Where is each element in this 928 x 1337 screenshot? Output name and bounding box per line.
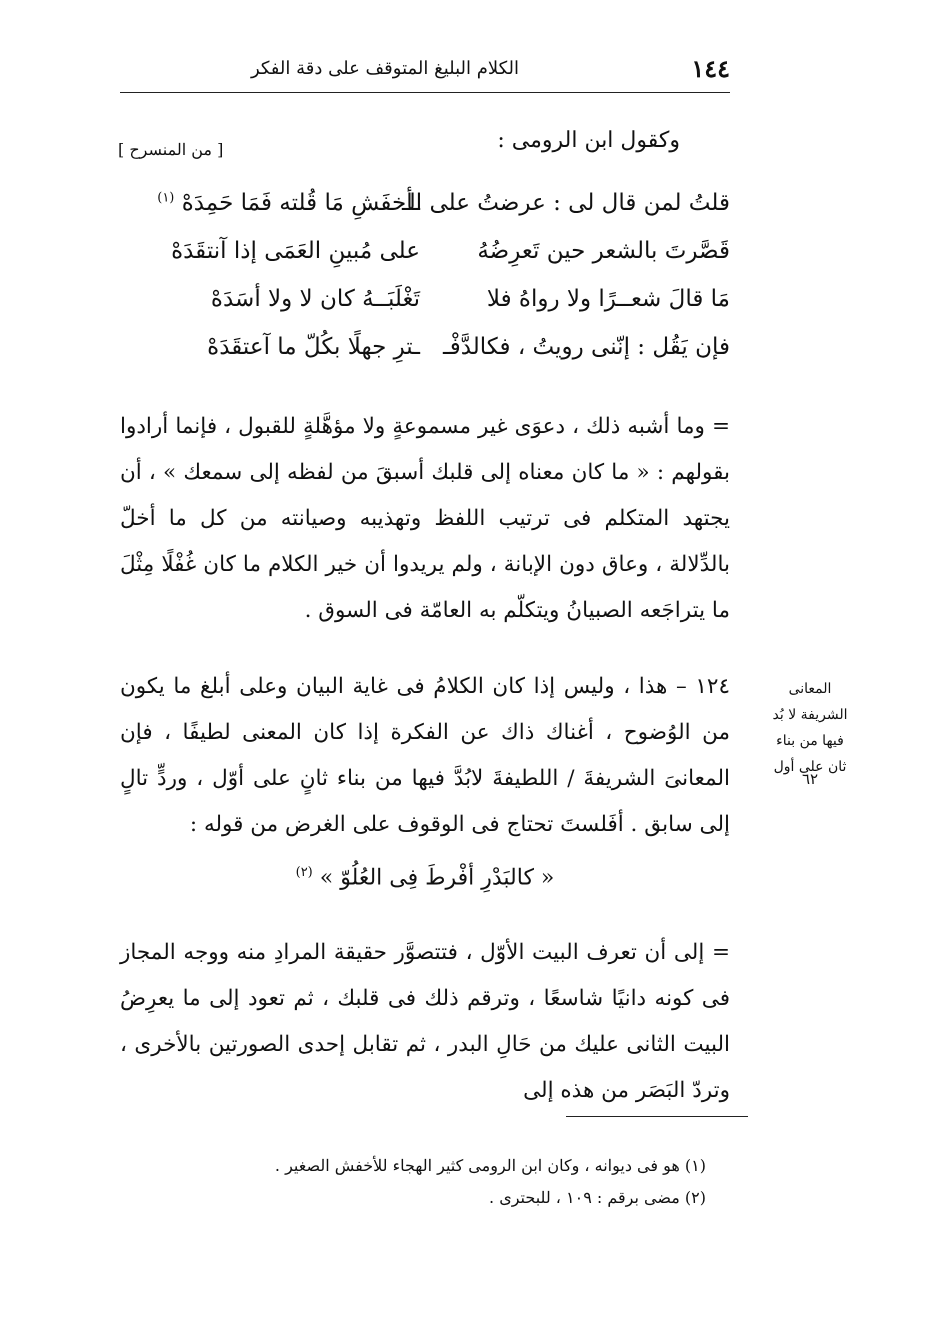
verse-second-hemistich: ـترِ جهلًا بكُلّ ما آعتقَدَهْ [207,334,420,360]
poem-meter: [ من المنسرح ] [118,140,224,159]
verse-first-hemistich: قَصَّرتَ بالشعر حين تَعرِضُهُ [477,238,730,264]
page-number: ١٤٤ [691,54,730,83]
verse-quote [120,865,730,890]
footnote-marker: (١) [157,190,175,206]
verse-second-hemistich: تَغْلَبَــهُ كان لا ولا أسَدَهْ [210,286,420,312]
footnote-divider [566,1116,748,1117]
footnote-2: (٢) مضى برقم : ١٠٩ ، للبحترى . [489,1188,706,1207]
quote-text: « كالبَدْرِ أفْرطَ فِى العُلُوّ » [319,865,555,891]
verse-first-hemistich: قلتُ لمن قال لى : عرضتُ على الـ [402,190,730,216]
verse [120,238,730,286]
margin-note: المعانى الشريفة لا بُد فيها من بناء ثان على أول [772,681,848,775]
verse-second-hemistich: ـأخفَشِ مَا قُلته فَمَا حَمِدَهْ $^{(١)}$ [157,190,420,216]
paragraph-3: = إلى أن تعرف البيت الأوّل ، فتتصوَّر حقيقة المرادِ منه ووجه المجاز فى كونه دانيًا شاسعًا ، وترقم ذلك فى قلبك ، ثم تعود إلى ما يعرِضُ البيت الثانى عليك من حَالِ البدر ، ثم تقابل إحدى الصورتين بالأخرى ، وتردّ البَصَر من هذه إلى [120,940,730,1103]
verse-second-hemistich: على مُبينِ العَمَى إذا آنتقَدَهْ [171,238,420,264]
footnote-marker: (٢) [295,865,313,880]
paragraph-2: ١٢٤ – هذا ، وليس إذا كان الكلامُ فى غاية البيان وعلى أبلغ ما يكون من الوُضوح ، أغناك ذاك عن الفكرة إذا كان المعنى لطيفًا ، فإن المعانىَ الشريفةَ / اللطيفةَ لابُدَّ فيها من بناء ثانٍ على أوّل ، وردٍّ تالٍ إلى سابق . أفَلستَ تحتاج فى الوقوف على الغرض من قوله : [120,674,730,837]
verse [120,286,730,334]
verse [120,334,730,382]
paragraph-1: = وما أشبه ذلك ، دعوَى غير مسموعةٍ ولا مؤهَّلةٍ للقبول ، فإنما أرادوا بقولهم : « ما كان معناه إلى قلبك أسبقَ من لفظه إلى سمعك » ، أن يجتهد المتكلم فى ترتيب اللفظ وتهذيبه وصيانته من كل ما أخلّ بالدِّلالة ، وعاق دون الإبانة ، ولم يريدوا أن خير الكلام ما كان غُفْلًا مِثْلَ ما يتراجَعه الصبيانُ ويتكلّم به العامّة فى السوق . [120,414,730,623]
footnote-1: (١) هو فى ديوانه ، وكان ابن الرومى كثير الهجاء للأخفش الصغير . [274,1156,706,1175]
page-header [120,52,730,93]
margin-number: ٦٢ [801,770,819,788]
poem-intro: وكقول ابن الرومى : [497,128,680,153]
verse-first-hemistich: مَا قالَ شعــرًا ولا رواهُ فلا [486,286,730,312]
footnotes [186,1150,706,1214]
verse [120,190,730,238]
running-title: الكلام البليغ المتوقف على دقة الفكر [250,58,520,79]
poem [120,190,730,382]
verse-first-hemistich: فإن يَقُل : إنّنى رويتُ ، فكالدَّفْـ [442,334,730,360]
